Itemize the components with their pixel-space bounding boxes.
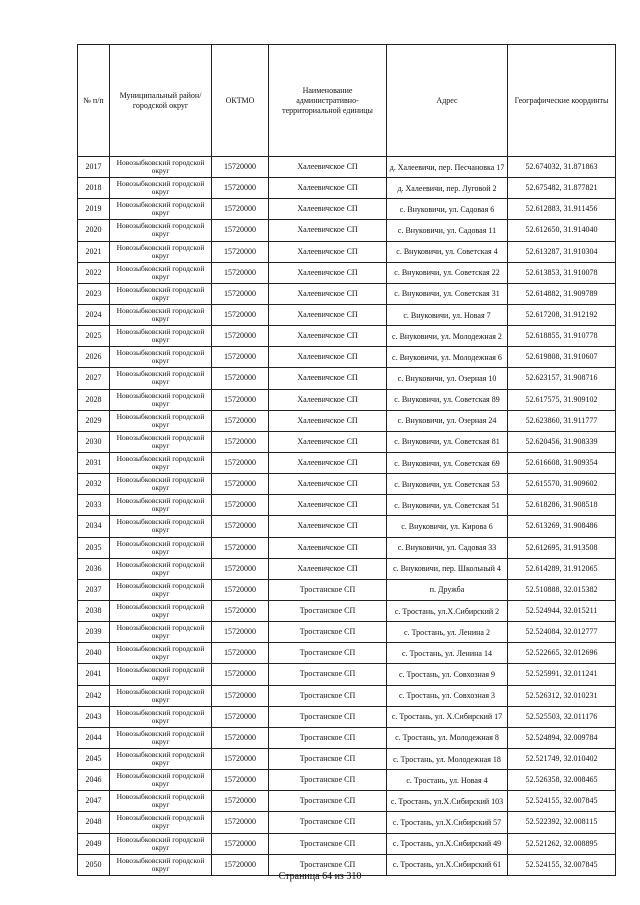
row-address: с. Тростань, ул.Х.Сибирский 61: [387, 854, 508, 875]
row-unit: Тростанское СП: [269, 622, 387, 643]
table-row: [78, 410, 616, 431]
row-oktmo: 15720000: [212, 452, 269, 473]
row-coords: 52.617208, 31.912192: [508, 304, 616, 325]
row-oktmo: 15720000: [212, 157, 269, 178]
row-unit: Тростанское СП: [269, 791, 387, 812]
table-row: [78, 770, 616, 791]
row-number: 2028: [78, 389, 110, 410]
row-municipality: Новозыбковский городской округ: [110, 579, 212, 600]
row-number: 2031: [78, 452, 110, 473]
row-oktmo: 15720000: [212, 410, 269, 431]
table-row: [78, 748, 616, 769]
row-municipality: Новозыбковский городской округ: [110, 622, 212, 643]
row-oktmo: 15720000: [212, 199, 269, 220]
row-unit: Тростанское СП: [269, 664, 387, 685]
row-address: с. Внуковичи, ул. Молодежная 2: [387, 326, 508, 347]
row-unit: Халеевичское СП: [269, 474, 387, 495]
row-address: с. Внуковичи, ул. Молодежная 6: [387, 347, 508, 368]
row-municipality: Новозыбковский городской округ: [110, 664, 212, 685]
header-coords: Географические координты: [508, 45, 616, 157]
row-unit: Халеевичское СП: [269, 495, 387, 516]
row-oktmo: 15720000: [212, 474, 269, 495]
row-address: с. Тростань, ул. Молодежная 18: [387, 748, 508, 769]
table-row: [78, 157, 616, 178]
table-row: [78, 664, 616, 685]
row-oktmo: 15720000: [212, 368, 269, 389]
row-coords: 52.524155, 32.007845: [508, 791, 616, 812]
row-unit: Тростанское СП: [269, 748, 387, 769]
row-address: с. Внуковичи, ул. Советская 69: [387, 452, 508, 473]
row-address: с. Внуковичи, ул. Озерная 24: [387, 410, 508, 431]
row-coords: 52.614289, 31.912065: [508, 558, 616, 579]
row-coords: 52.521749, 32.010402: [508, 748, 616, 769]
row-address: с. Тростань, ул.Х.Сибирский 49: [387, 833, 508, 854]
row-address: с. Внуковичи, ул. Садовая 33: [387, 537, 508, 558]
row-coords: 52.620456, 31.908339: [508, 431, 616, 452]
row-unit: Халеевичское СП: [269, 304, 387, 325]
row-municipality: Новозыбковский городской округ: [110, 770, 212, 791]
row-municipality: Новозыбковский городской округ: [110, 347, 212, 368]
row-unit: Халеевичское СП: [269, 157, 387, 178]
row-coords: 52.524084, 32.012777: [508, 622, 616, 643]
row-municipality: Новозыбковский городской округ: [110, 833, 212, 854]
row-oktmo: 15720000: [212, 326, 269, 347]
row-unit: Тростанское СП: [269, 600, 387, 621]
header-address: Адрес: [387, 45, 508, 157]
row-oktmo: 15720000: [212, 706, 269, 727]
row-number: 2022: [78, 262, 110, 283]
row-address: с. Внуковичи, ул. Советская 22: [387, 262, 508, 283]
table-row: [78, 685, 616, 706]
row-unit: Халеевичское СП: [269, 537, 387, 558]
table-row: [78, 304, 616, 325]
table-row: [78, 262, 616, 283]
row-municipality: Новозыбковский городской округ: [110, 389, 212, 410]
table-row: [78, 812, 616, 833]
row-number: 2045: [78, 748, 110, 769]
row-unit: Халеевичское СП: [269, 516, 387, 537]
row-address: с. Внуковичи, пер. Школьный 4: [387, 558, 508, 579]
row-coords: 52.612650, 31.914040: [508, 220, 616, 241]
row-coords: 52.617575, 31.909102: [508, 389, 616, 410]
table-row: [78, 727, 616, 748]
row-coords: 52.623157, 31.908716: [508, 368, 616, 389]
row-address: д. Халеевичи, пер. Песчановка 17: [387, 157, 508, 178]
row-oktmo: 15720000: [212, 854, 269, 875]
row-address: с. Тростань, ул. Ленина 14: [387, 643, 508, 664]
row-number: 2036: [78, 558, 110, 579]
row-coords: 52.613853, 31.910078: [508, 262, 616, 283]
row-coords: 52.623860, 31.911777: [508, 410, 616, 431]
header-municipality: Муниципальный район/городской округ: [110, 45, 212, 157]
row-oktmo: 15720000: [212, 220, 269, 241]
table-row: [78, 452, 616, 473]
row-municipality: Новозыбковский городской округ: [110, 326, 212, 347]
row-number: 2023: [78, 283, 110, 304]
row-unit: Тростанское СП: [269, 706, 387, 727]
table-row: [78, 579, 616, 600]
row-number: 2026: [78, 347, 110, 368]
row-oktmo: 15720000: [212, 431, 269, 452]
row-address: с. Тростань, ул. Совхозная 3: [387, 685, 508, 706]
row-address: п. Дружба: [387, 579, 508, 600]
row-oktmo: 15720000: [212, 579, 269, 600]
row-municipality: Новозыбковский городской округ: [110, 474, 212, 495]
row-unit: Халеевичское СП: [269, 326, 387, 347]
row-number: 2041: [78, 664, 110, 685]
row-coords: 52.526312, 32.010231: [508, 685, 616, 706]
row-number: 2039: [78, 622, 110, 643]
row-coords: 52.524155, 32.007845: [508, 854, 616, 875]
row-address: с. Внуковичи, ул. Советская 53: [387, 474, 508, 495]
row-oktmo: 15720000: [212, 600, 269, 621]
row-unit: Халеевичское СП: [269, 199, 387, 220]
table-row: [78, 558, 616, 579]
row-number: 2037: [78, 579, 110, 600]
row-coords: 52.613269, 31.908486: [508, 516, 616, 537]
row-coords: 52.613287, 31.910304: [508, 241, 616, 262]
row-municipality: Новозыбковский городской округ: [110, 178, 212, 199]
table-row: [78, 516, 616, 537]
table-row: [78, 600, 616, 621]
row-oktmo: 15720000: [212, 558, 269, 579]
row-coords: 52.524944, 32.015211: [508, 600, 616, 621]
row-number: 2027: [78, 368, 110, 389]
row-oktmo: 15720000: [212, 727, 269, 748]
page-footer: Страница 64 из 310: [278, 871, 362, 882]
row-oktmo: 15720000: [212, 643, 269, 664]
row-coords: 52.522392, 32.008115: [508, 812, 616, 833]
row-municipality: Новозыбковский городской округ: [110, 452, 212, 473]
row-unit: Халеевичское СП: [269, 262, 387, 283]
row-number: 2032: [78, 474, 110, 495]
row-unit: Халеевичское СП: [269, 347, 387, 368]
row-number: 2030: [78, 431, 110, 452]
row-oktmo: 15720000: [212, 178, 269, 199]
row-address: с. Тростань, ул. Новая 4: [387, 770, 508, 791]
row-oktmo: 15720000: [212, 304, 269, 325]
address-register-table: [77, 44, 616, 876]
row-oktmo: 15720000: [212, 833, 269, 854]
table-row: [78, 347, 616, 368]
row-address: с. Внуковичи, ул. Новая 7: [387, 304, 508, 325]
row-coords: 52.525991, 32.011241: [508, 664, 616, 685]
row-unit: Халеевичское СП: [269, 220, 387, 241]
table-row: [78, 537, 616, 558]
row-number: 2033: [78, 495, 110, 516]
row-municipality: Новозыбковский городской округ: [110, 220, 212, 241]
header-oktmo: ОКТМО: [212, 45, 269, 157]
row-municipality: Новозыбковский городской округ: [110, 537, 212, 558]
row-oktmo: 15720000: [212, 495, 269, 516]
row-oktmo: 15720000: [212, 748, 269, 769]
row-number: 2021: [78, 241, 110, 262]
row-municipality: Новозыбковский городской округ: [110, 748, 212, 769]
table-row: [78, 241, 616, 262]
row-number: 2048: [78, 812, 110, 833]
row-municipality: Новозыбковский городской округ: [110, 812, 212, 833]
row-municipality: Новозыбковский городской округ: [110, 643, 212, 664]
row-number: 2035: [78, 537, 110, 558]
row-coords: 52.521262, 32.008895: [508, 833, 616, 854]
row-address: с. Внуковичи, ул. Советская 31: [387, 283, 508, 304]
row-coords: 52.674032, 31.871863: [508, 157, 616, 178]
row-unit: Халеевичское СП: [269, 368, 387, 389]
row-municipality: Новозыбковский городской округ: [110, 262, 212, 283]
row-unit: Тростанское СП: [269, 770, 387, 791]
row-unit: Тростанское СП: [269, 833, 387, 854]
row-number: 2050: [78, 854, 110, 875]
table-row: [78, 643, 616, 664]
row-address: с. Тростань, ул.Х.Сибирский 57: [387, 812, 508, 833]
row-address: д. Халеевичи, пер. Луговой 2: [387, 178, 508, 199]
row-number: 2024: [78, 304, 110, 325]
row-coords: 52.526358, 32.008465: [508, 770, 616, 791]
row-number: 2042: [78, 685, 110, 706]
row-municipality: Новозыбковский городской округ: [110, 431, 212, 452]
row-oktmo: 15720000: [212, 516, 269, 537]
row-number: 2034: [78, 516, 110, 537]
row-number: 2025: [78, 326, 110, 347]
table-row: [78, 326, 616, 347]
row-unit: Тростанское СП: [269, 812, 387, 833]
row-oktmo: 15720000: [212, 347, 269, 368]
row-municipality: Новозыбковский городской округ: [110, 791, 212, 812]
row-oktmo: 15720000: [212, 537, 269, 558]
row-municipality: Новозыбковский городской округ: [110, 410, 212, 431]
row-address: с. Тростань, ул. Совхозная 9: [387, 664, 508, 685]
row-address: с. Тростань, ул.Х.Сибирский 103: [387, 791, 508, 812]
row-coords: 52.615570, 31.909602: [508, 474, 616, 495]
row-number: 2049: [78, 833, 110, 854]
row-oktmo: 15720000: [212, 283, 269, 304]
row-address: с. Тростань, ул. Молодежная 8: [387, 727, 508, 748]
row-oktmo: 15720000: [212, 812, 269, 833]
row-number: 2038: [78, 600, 110, 621]
row-unit: Тростанское СП: [269, 643, 387, 664]
header-unit: Наименование административно-территориальной единицы: [269, 45, 387, 157]
row-municipality: Новозыбковский городской округ: [110, 727, 212, 748]
row-unit: Тростанское СП: [269, 854, 387, 875]
row-coords: 52.612883, 31.911456: [508, 199, 616, 220]
row-address: с. Внуковичи, ул. Советская 89: [387, 389, 508, 410]
table-row: [78, 220, 616, 241]
table-header-row: [78, 45, 616, 157]
row-unit: Халеевичское СП: [269, 241, 387, 262]
row-municipality: Новозыбковский городской округ: [110, 854, 212, 875]
row-address: с. Внуковичи, ул. Кирова 6: [387, 516, 508, 537]
table-row: [78, 431, 616, 452]
row-oktmo: 15720000: [212, 664, 269, 685]
row-oktmo: 15720000: [212, 262, 269, 283]
row-unit: Халеевичское СП: [269, 410, 387, 431]
row-unit: Тростанское СП: [269, 727, 387, 748]
row-address: с. Внуковичи, ул. Садовая 11: [387, 220, 508, 241]
row-address: с. Тростань, ул.Х.Сибирский 2: [387, 600, 508, 621]
row-coords: 52.522665, 32.012696: [508, 643, 616, 664]
row-coords: 52.675482, 31.877821: [508, 178, 616, 199]
row-oktmo: 15720000: [212, 622, 269, 643]
table-row: [78, 368, 616, 389]
row-number: 2043: [78, 706, 110, 727]
row-number: 2046: [78, 770, 110, 791]
table-row: [78, 706, 616, 727]
row-municipality: Новозыбковский городской округ: [110, 600, 212, 621]
row-municipality: Новозыбковский городской округ: [110, 304, 212, 325]
table-row: [78, 199, 616, 220]
row-number: 2047: [78, 791, 110, 812]
row-coords: 52.612695, 31.913508: [508, 537, 616, 558]
row-municipality: Новозыбковский городской округ: [110, 516, 212, 537]
table-row: [78, 791, 616, 812]
row-municipality: Новозыбковский городской округ: [110, 241, 212, 262]
row-oktmo: 15720000: [212, 241, 269, 262]
row-municipality: Новозыбковский городской округ: [110, 368, 212, 389]
row-unit: Халеевичское СП: [269, 389, 387, 410]
row-municipality: Новозыбковский городской округ: [110, 199, 212, 220]
row-address: с. Тростань, ул. Х.Сибирский 17: [387, 706, 508, 727]
row-unit: Тростанское СП: [269, 579, 387, 600]
row-address: с. Внуковичи, ул. Советская 4: [387, 241, 508, 262]
row-oktmo: 15720000: [212, 389, 269, 410]
row-coords: 52.525503, 32.011176: [508, 706, 616, 727]
row-municipality: Новозыбковский городской округ: [110, 495, 212, 516]
row-number: 2018: [78, 178, 110, 199]
row-coords: 52.618855, 31.910778: [508, 326, 616, 347]
row-address: с. Внуковичи, ул. Садовая 6: [387, 199, 508, 220]
row-address: с. Внуковичи, ул. Советская 51: [387, 495, 508, 516]
table-row: [78, 495, 616, 516]
row-address: с. Тростань, ул. Ленина 2: [387, 622, 508, 643]
row-unit: Тростанское СП: [269, 685, 387, 706]
row-oktmo: 15720000: [212, 791, 269, 812]
row-coords: 52.619808, 31.910607: [508, 347, 616, 368]
row-address: с. Внуковичи, ул. Озерная 10: [387, 368, 508, 389]
header-num: № п/п: [78, 45, 110, 157]
row-municipality: Новозыбковский городской округ: [110, 685, 212, 706]
row-unit: Халеевичское СП: [269, 558, 387, 579]
row-coords: 52.524894, 32.009784: [508, 727, 616, 748]
row-municipality: Новозыбковский городской округ: [110, 706, 212, 727]
row-number: 2019: [78, 199, 110, 220]
row-coords: 52.618286, 31.908518: [508, 495, 616, 516]
table-row: [78, 833, 616, 854]
row-unit: Халеевичское СП: [269, 283, 387, 304]
row-number: 2029: [78, 410, 110, 431]
row-unit: Халеевичское СП: [269, 452, 387, 473]
table-row: [78, 283, 616, 304]
row-unit: Халеевичское СП: [269, 431, 387, 452]
table-body: [78, 157, 616, 876]
row-municipality: Новозыбковский городской округ: [110, 157, 212, 178]
row-number: 2020: [78, 220, 110, 241]
row-municipality: Новозыбковский городской округ: [110, 558, 212, 579]
table-row: [78, 389, 616, 410]
row-oktmo: 15720000: [212, 685, 269, 706]
row-address: с. Внуковичи, ул. Советская 81: [387, 431, 508, 452]
row-coords: 52.616608, 31.909354: [508, 452, 616, 473]
table-row: [78, 474, 616, 495]
row-coords: 52.614882, 31.909789: [508, 283, 616, 304]
row-oktmo: 15720000: [212, 770, 269, 791]
row-number: 2044: [78, 727, 110, 748]
row-unit: Халеевичское СП: [269, 178, 387, 199]
row-number: 2040: [78, 643, 110, 664]
row-number: 2017: [78, 157, 110, 178]
table-row: [78, 178, 616, 199]
table-row: [78, 622, 616, 643]
row-coords: 52.510888, 32.015382: [508, 579, 616, 600]
row-municipality: Новозыбковский городской округ: [110, 283, 212, 304]
